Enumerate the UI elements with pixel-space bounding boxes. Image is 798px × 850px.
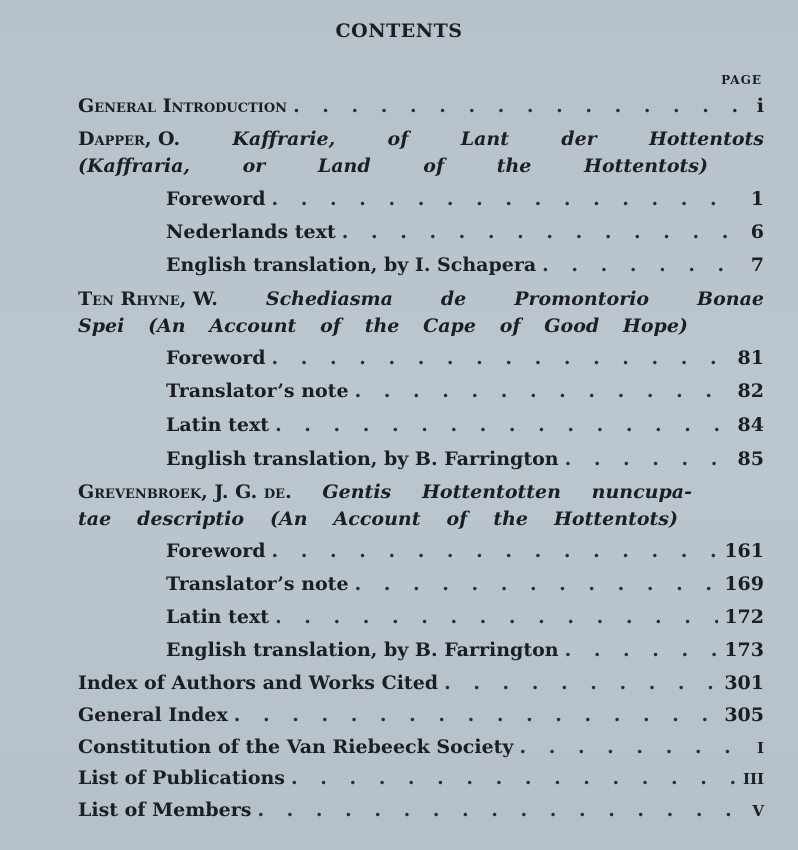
toc-entry-label: Foreword [166,347,266,369]
author-name: Dapper, O. [78,128,181,150]
toc-entry-page: 1 [750,188,764,210]
toc-entry[interactable] [166,347,764,369]
title-word: Cape [423,315,476,337]
toc-entry-page: i [756,95,764,117]
toc-entry-page: V [752,802,764,820]
toc-entry-page: III [742,770,764,788]
leader-dots [519,736,738,758]
title-word: nuncupa- [591,481,692,503]
title-word: Schediasma [265,288,393,310]
title-word: de [440,288,467,310]
toc-entry-label: List of Publications [78,767,286,789]
toc-entry-label: Foreword [166,188,266,210]
title-word: (An [269,508,308,530]
leader-dots [272,540,719,562]
toc-entry[interactable] [166,221,764,243]
leader-dots [291,767,737,789]
toc-entry-label: English translation, by B. Farrington [166,639,559,661]
page-title: CONTENTS [335,20,463,42]
toc-entry[interactable] [166,254,764,276]
leader-dots [272,347,732,369]
toc-heading-grevenbroek-line2 [78,508,678,530]
title-word: descriptio [137,508,244,530]
title-word: Hottentots) [553,508,678,530]
toc-entry[interactable] [166,188,764,210]
leader-dots [565,448,732,470]
title-word: tae [78,508,112,530]
toc-entry[interactable] [166,414,764,436]
toc-entry-page: 305 [724,704,764,726]
toc-entry-page: 81 [737,347,764,369]
title-word: Bonae [697,288,764,310]
toc-entry[interactable] [166,573,764,595]
leader-dots [355,573,719,595]
toc-entry-page: 82 [737,380,764,402]
title-word: Hottentots) [584,155,708,177]
title-word: Account [333,508,421,530]
toc-entry-label: English translation, by I. Schapera [166,254,537,276]
toc-entry-label: Constitution of the Van Riebeeck Society [78,736,514,758]
toc-entry-page: I [756,739,764,757]
toc-entry[interactable] [78,672,764,694]
toc-entry-label: Latin text [166,414,270,436]
toc-entry[interactable] [78,799,764,821]
toc-entry[interactable] [78,767,764,789]
toc-entry-label: Foreword [166,540,266,562]
title-word: Land [317,155,371,177]
toc-entry[interactable] [166,639,764,661]
toc-entry-label: General Introduction [78,95,288,117]
page-column-header: PAGE [721,73,762,87]
title-word: the [364,315,400,337]
toc-entry[interactable] [78,704,764,726]
toc-heading-grevenbroek-line1 [78,481,692,503]
toc-entry[interactable] [166,540,764,562]
title-word: or [242,155,266,177]
leader-dots [234,704,719,726]
title-word: the [493,508,528,530]
title-word: Promontorio [514,288,650,310]
leader-dots [257,799,738,821]
toc-entry-page: 84 [737,414,764,436]
toc-heading-dapper-line2 [78,155,708,177]
leader-dots [272,188,738,210]
toc-heading-ten-rhyne-line1 [78,288,764,310]
toc-entry-page: 301 [724,672,764,694]
toc-entry-general-introduction[interactable] [78,95,764,117]
toc-entry-page: 161 [724,540,764,562]
title-word: of [499,315,521,337]
title-word: Hottentotten [421,481,561,503]
toc-entry[interactable] [166,606,764,628]
author-name: Grevenbroek, J. G. de. [78,481,292,503]
toc-entry-label: General Index [78,704,228,726]
title-word: Spei [78,315,125,337]
title-word: the [496,155,532,177]
title-word: of [387,128,409,150]
title-word: Gentis [322,481,392,503]
leader-dots [293,95,738,117]
title-word: der [561,128,597,150]
toc-entry-page: 172 [724,606,764,628]
title-word: Good [544,315,600,337]
title-word: Hottentots [648,128,764,150]
title-word: Hope) [622,315,688,337]
toc-entry-label: Index of Authors and Works Cited [78,672,439,694]
leader-dots [565,639,719,661]
title-word: (Kaffraria, [78,155,191,177]
toc-entry-label: English translation, by B. Farrington [166,448,559,470]
toc-heading-dapper-line1 [78,128,764,150]
toc-entry-page: 7 [750,254,764,276]
author-name: Ten Rhyne, W. [78,288,218,310]
toc-heading-ten-rhyne-line2 [78,315,688,337]
toc-entry[interactable] [78,736,764,758]
toc-entry-page: 6 [750,221,764,243]
leader-dots [444,672,718,694]
title-word: of [320,315,341,337]
leader-dots [275,414,731,436]
toc-entry[interactable] [166,448,764,470]
toc-entry-label: Latin text [166,606,270,628]
leader-dots [342,221,738,243]
title-word: Kaffrarie, [232,128,336,150]
leader-dots [355,380,732,402]
leader-dots [542,254,738,276]
toc-entry-page: 173 [724,639,764,661]
title-word: of [446,508,468,530]
toc-entry-label: Translator’s note [166,573,349,595]
toc-entry-page: 169 [724,573,764,595]
leader-dots [275,606,718,628]
title-word: Lant [460,128,509,150]
title-word: (An [148,315,186,337]
toc-entry[interactable] [166,380,764,402]
title-word: of [423,155,445,177]
toc-entry-page: 85 [737,448,764,470]
toc-entry-label: List of Members [78,799,252,821]
title-word: Account [209,315,297,337]
toc-entry-label: Translator’s note [166,380,349,402]
toc-entry-label: Nederlands text [166,221,336,243]
